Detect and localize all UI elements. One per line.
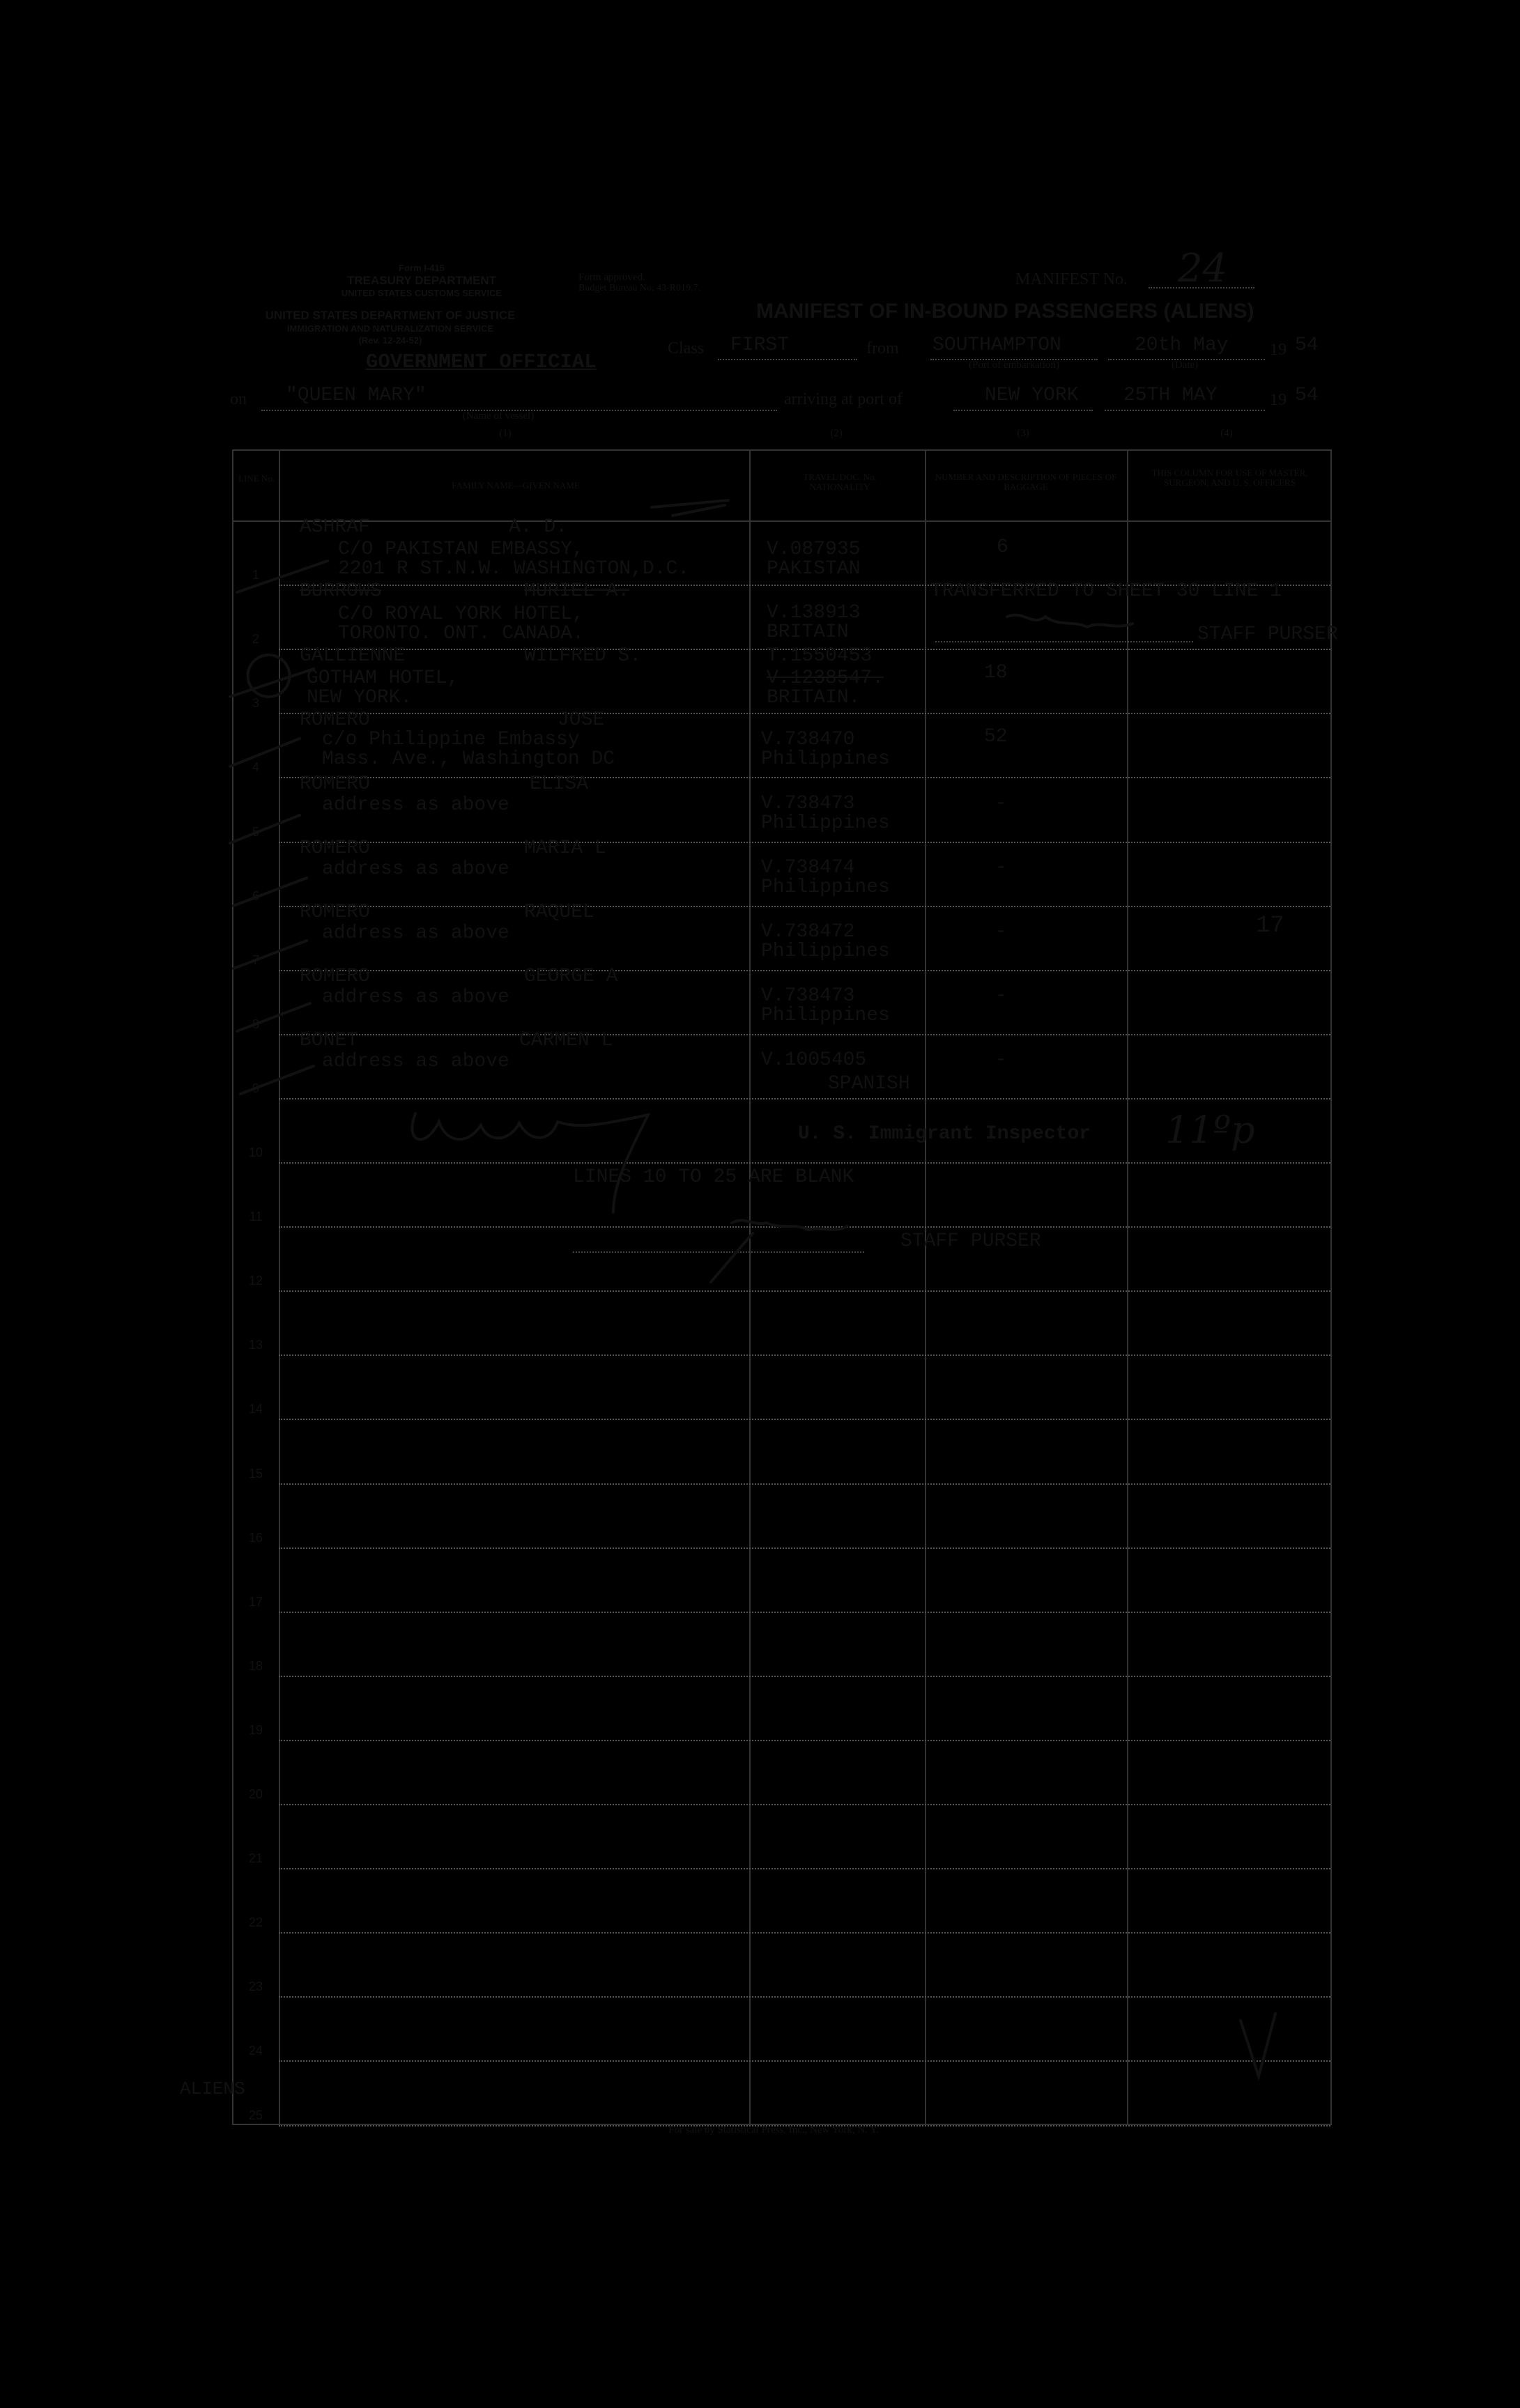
line-number: 23 bbox=[248, 1979, 263, 1993]
line-number: 16 bbox=[248, 1531, 263, 1545]
col-num-4: (4) bbox=[1220, 428, 1233, 439]
form-number: Form I-415 bbox=[399, 263, 445, 273]
col-num-2: (2) bbox=[830, 428, 843, 439]
doj-name: UNITED STATES DEPARTMENT OF JUSTICE bbox=[265, 309, 516, 322]
entry-1-addr1: C/O PAKISTAN EMBASSY, bbox=[338, 539, 584, 560]
entry-5-given: ELISA bbox=[530, 773, 589, 795]
from-value: SOUTHAMPTON bbox=[932, 334, 1061, 356]
entry-8-nationality: Philippines bbox=[761, 1005, 890, 1026]
entry-6-baggage: - bbox=[995, 857, 1007, 879]
budget-bureau: Budget Bureau No. 43-R019.7. bbox=[578, 283, 700, 293]
entry-9-nationality: SPANISH bbox=[828, 1073, 910, 1095]
staff-purser-label: STAFF PURSER bbox=[900, 1230, 1041, 1252]
entry-3-baggage: 18 bbox=[984, 662, 1008, 684]
header-baggage: NUMBER AND DESCRIPTION OF PIECES OF BAGGAGE bbox=[935, 472, 1117, 492]
line-number: 8 bbox=[252, 1017, 259, 1031]
entry-2-transfer-note: TRANSFERRED TO SHEET 30 LINE 1 bbox=[930, 580, 1282, 602]
entry-6-given: MARIA L bbox=[524, 838, 606, 859]
entry-6-nationality: Philippines bbox=[761, 877, 890, 898]
arrival-year-prefix: 19 bbox=[1270, 391, 1287, 409]
on-label: on bbox=[230, 390, 247, 408]
from-label: from bbox=[866, 339, 899, 357]
entry-2-doc: V.138913 bbox=[767, 602, 861, 624]
line-number: 6 bbox=[252, 889, 259, 903]
service-name: UNITED STATES CUSTOMS SERVICE bbox=[341, 288, 502, 298]
entry-2-addr1: C/O ROYAL YORK HOTEL, bbox=[338, 603, 584, 625]
line-number: 5 bbox=[252, 825, 259, 839]
entry-9-family: BONET bbox=[300, 1030, 359, 1051]
dept-name: TREASURY DEPARTMENT bbox=[346, 274, 497, 287]
col-num-1: (1) bbox=[499, 428, 512, 439]
year-value: 54 bbox=[1295, 334, 1319, 356]
entry-3-doc-struck: V.1238547. bbox=[767, 667, 884, 689]
entry-3-addr1: GOTHAM HOTEL, bbox=[307, 667, 459, 689]
entry-5-family: ROMERO bbox=[300, 773, 370, 795]
manifest-label: MANIFEST No. bbox=[1015, 270, 1128, 288]
line-number: 1 bbox=[252, 568, 259, 582]
header-line-no: LINE No. bbox=[238, 473, 275, 484]
entry-8-addr: address as above bbox=[322, 987, 509, 1008]
entry-2-nationality: BRITAIN bbox=[767, 622, 849, 643]
entry-7-nationality: Philippines bbox=[761, 941, 890, 962]
line-number: 13 bbox=[248, 1338, 263, 1352]
manifest-title: MANIFEST OF IN-BOUND PASSENGERS (ALIENS) bbox=[756, 300, 1254, 323]
revision: (Rev. 12-24-52) bbox=[358, 335, 422, 346]
entry-2-staff-purser: STAFF PURSER bbox=[1197, 624, 1338, 645]
line-number: 9 bbox=[252, 1081, 259, 1095]
date-value: 20th May bbox=[1135, 334, 1229, 356]
line-number: 19 bbox=[248, 1723, 263, 1737]
entry-4-doc: V.738470 bbox=[761, 729, 855, 750]
ins-name: IMMIGRATION AND NATURALIZATION SERVICE bbox=[286, 323, 494, 334]
entry-4-family: ROMERO bbox=[300, 709, 370, 731]
entry-3-given: WILFRED S. bbox=[524, 645, 642, 667]
entry-5-doc: V.738473 bbox=[761, 793, 855, 815]
line-number: 18 bbox=[248, 1659, 263, 1673]
entry-7-given: RAQUEL bbox=[524, 902, 594, 923]
entry-2-given: MURIEL A. bbox=[524, 580, 630, 602]
line-number: 14 bbox=[248, 1402, 263, 1416]
entry-1-nationality: PAKISTAN bbox=[767, 558, 861, 580]
vessel-note: (Name of vessel) bbox=[462, 410, 535, 422]
entry-1-given: A. D. bbox=[509, 516, 568, 538]
entry-5-nationality: Philippines bbox=[761, 812, 890, 834]
entry-7-addr: address as above bbox=[322, 923, 509, 944]
line-number: 22 bbox=[248, 1915, 263, 1929]
entry-4-addr1: c/o Philippine Embassy bbox=[322, 729, 580, 750]
line-number: 25 bbox=[248, 2108, 263, 2122]
line-number: 11 bbox=[249, 1210, 263, 1224]
line-number: 10 bbox=[248, 1145, 263, 1159]
entry-1-doc: V.087935 bbox=[767, 539, 861, 560]
immigrant-inspector-label: U. S. Immigrant Inspector bbox=[798, 1123, 1091, 1145]
entry-2-family: BURROWS bbox=[300, 580, 382, 602]
entry-3-addr2: NEW YORK. bbox=[307, 687, 413, 709]
entry-1-addr2: 2201 R ST.N.W. WASHINGTON,D.C. bbox=[338, 558, 690, 580]
aliens-label: ALIENS bbox=[180, 2078, 245, 2099]
port-note: (Port of embarkation) bbox=[969, 360, 1059, 371]
header-name: FAMILY NAME—GIVEN NAME bbox=[452, 480, 580, 491]
form-approved: Form approved. bbox=[578, 272, 645, 283]
entry-1-family: ASHRAF bbox=[300, 516, 370, 538]
line-number: 12 bbox=[248, 1274, 263, 1288]
entry-4-addr2: Mass. Ave., Washington DC bbox=[322, 748, 615, 770]
lines-blank-note: LINES 10 TO 25 ARE BLANK bbox=[573, 1166, 854, 1188]
entry-8-given: GEORGE A bbox=[524, 966, 618, 987]
entry-7-doc: V.738472 bbox=[761, 921, 855, 943]
entry-5-baggage: - bbox=[995, 793, 1007, 815]
line-number: 7 bbox=[252, 953, 259, 967]
line-number: 2 bbox=[252, 632, 259, 646]
entry-4-baggage: 52 bbox=[984, 726, 1008, 748]
arrival-year: 54 bbox=[1295, 385, 1319, 406]
class-value: FIRST bbox=[730, 334, 790, 356]
entry-7-baggage: - bbox=[995, 921, 1007, 943]
arrival-port: NEW YORK bbox=[985, 385, 1079, 406]
entry-4-nationality: Philippines bbox=[761, 748, 890, 770]
header-travel: TRAVEL DOC. No. NATIONALITY bbox=[803, 472, 877, 492]
entry-1-baggage: 6 bbox=[997, 537, 1008, 558]
line-number: 17 bbox=[248, 1595, 263, 1609]
government-official-stamp: GOVERNMENT OFFICIAL bbox=[366, 350, 597, 373]
entry-5-addr: address as above bbox=[322, 794, 509, 816]
line-number: 3 bbox=[252, 696, 259, 710]
vessel-name: "QUEEN MARY" bbox=[286, 385, 427, 406]
arriving-label: arriving at port of bbox=[784, 390, 903, 408]
line-number: 24 bbox=[248, 2044, 263, 2058]
line-number: 21 bbox=[248, 1851, 263, 1865]
date-note: (Date) bbox=[1171, 360, 1199, 371]
line-number: 20 bbox=[248, 1787, 263, 1801]
entry-3-family: GALLIENNE bbox=[300, 645, 406, 667]
entry-9-addr: address as above bbox=[322, 1051, 509, 1072]
entry-8-baggage: - bbox=[995, 985, 1007, 1007]
entry-9-given: CARMEN L bbox=[519, 1030, 613, 1051]
col-num-3: (3) bbox=[1017, 428, 1029, 439]
entry-6-addr: address as above bbox=[322, 858, 509, 880]
entry-6-family: ROMERO bbox=[300, 838, 370, 859]
footer-printer: For sale by Statistical Press, Inc., New York, N. Y. bbox=[668, 2124, 879, 2136]
year-prefix: 19 bbox=[1270, 341, 1287, 359]
entry-7-officer-mark: 17 bbox=[1256, 913, 1284, 939]
entry-8-family: ROMERO bbox=[300, 966, 370, 987]
entry-6-doc: V.738474 bbox=[761, 857, 855, 879]
entry-4-given: JOSE bbox=[558, 709, 605, 731]
entry-9-baggage: - bbox=[995, 1049, 1007, 1071]
entry-9-doc: V.1005405 bbox=[761, 1049, 867, 1071]
class-label: Class bbox=[668, 339, 705, 357]
line-number: 15 bbox=[248, 1467, 263, 1481]
entry-2-addr2: TORONTO. ONT. CANADA. bbox=[338, 623, 584, 645]
line-number: 4 bbox=[252, 760, 259, 774]
manifest-number: 24 bbox=[1178, 246, 1228, 291]
entry-3-nationality: BRITAIN. bbox=[767, 687, 861, 709]
time-mark: 11ºp bbox=[1165, 1108, 1255, 1152]
entry-3-doc: T.1550453 bbox=[767, 645, 873, 667]
header-officers: THIS COLUMN FOR USE OF MASTER, SURGEON, AND U. S. OFFICERS bbox=[1151, 468, 1308, 488]
entry-7-family: ROMERO bbox=[300, 902, 370, 923]
arrival-date: 25TH MAY bbox=[1123, 385, 1218, 406]
entry-8-doc: V.738473 bbox=[761, 985, 855, 1007]
